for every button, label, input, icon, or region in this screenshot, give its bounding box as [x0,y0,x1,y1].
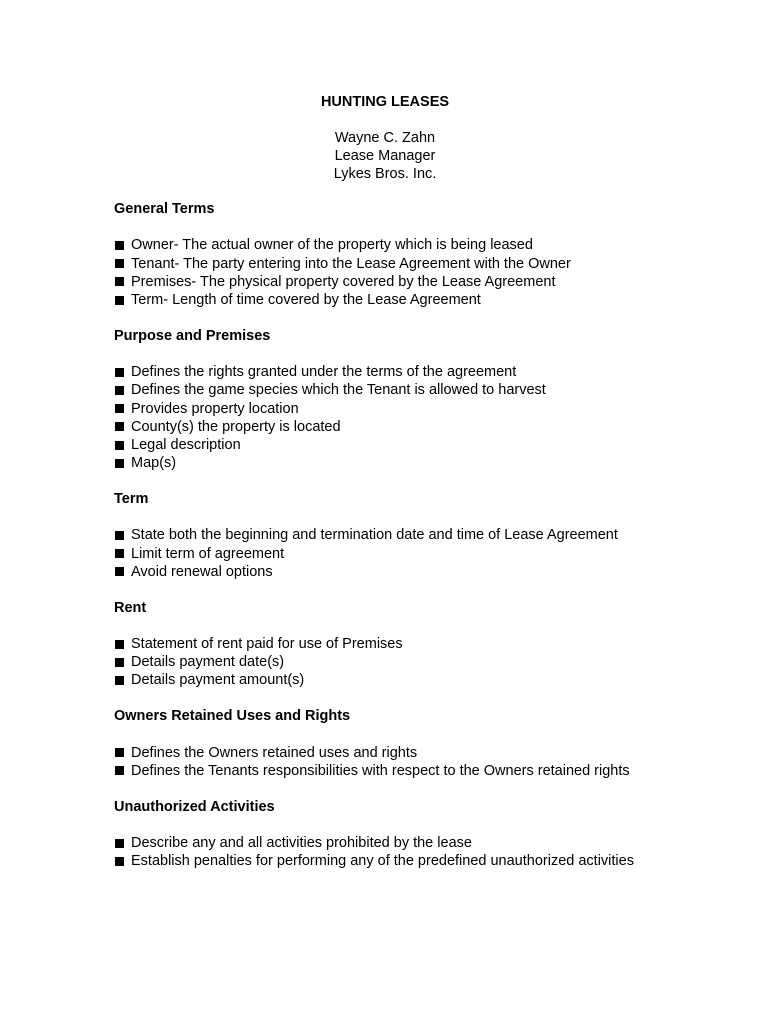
list-item [114,291,734,309]
square-bullet-icon [115,748,124,757]
square-bullet-icon [115,259,124,268]
list-item [114,653,734,671]
square-bullet-icon [115,766,124,775]
list-item-text: Statement of rent paid for use of Premises [131,635,403,652]
square-bullet-icon [115,459,124,468]
section-unauthorized-activities [114,798,734,871]
square-bullet-icon [115,368,124,377]
list-item-text: Defines the rights granted under the terms of the agreement [131,364,517,381]
author-company: Lykes Bros. Inc. [333,166,437,183]
bullet-list [114,363,734,472]
list-item [114,635,734,653]
section-heading: Term [114,491,149,507]
list-item [114,454,734,472]
list-item-text: Defines the game species which the Tenant is allowed to harvest [131,382,546,399]
list-item-text: Describe any and all activities prohibited by the lease [131,834,472,851]
square-bullet-icon [115,422,124,431]
list-item-text: Term- Length of time covered by the Lease Agreement [131,292,481,308]
section-purpose-and-premises [114,327,734,473]
list-item-text: Limit term of agreement [131,545,285,562]
list-item [114,762,734,780]
author-name: Wayne C. Zahn [334,130,436,146]
square-bullet-icon [115,277,124,286]
list-item [114,436,734,454]
square-bullet-icon [115,567,124,576]
list-item [114,744,734,762]
section-heading: General Terms [114,201,215,217]
list-item-text: State both the beginning and termination date and time of Lease Agreement [131,527,618,544]
section-heading: Unauthorized Activities [114,798,275,815]
list-item [114,671,734,689]
list-item [114,545,734,563]
author-block [0,129,770,184]
list-item-text: Defines the Tenants responsibilities with respect to the Owners retained rights [131,762,630,779]
square-bullet-icon [115,386,124,395]
square-bullet-icon [115,296,124,305]
list-item-text: Tenant- The party entering into the Lease Agreement with the Owner [131,255,571,272]
list-item [114,852,734,870]
square-bullet-icon [115,640,124,649]
section-general-terms [114,200,734,309]
document-body [114,200,734,888]
list-item [114,255,734,273]
square-bullet-icon [115,676,124,685]
square-bullet-icon [115,404,124,413]
list-item [114,526,734,544]
section-heading: Owners Retained Uses and Rights [114,708,351,725]
list-item-text: County(s) the property is located [131,418,341,435]
bullet-list [114,744,734,780]
list-item [114,236,734,254]
list-item-text: Legal description [131,437,241,453]
list-item [114,418,734,436]
square-bullet-icon [115,531,124,540]
list-item-text: Map(s) [131,455,177,472]
bullet-list [114,834,734,870]
section-heading: Rent [114,599,147,616]
square-bullet-icon [115,857,124,866]
section-owners-retained-uses [114,707,734,780]
list-item [114,363,734,381]
list-item-text: Avoid renewal options [131,563,273,580]
list-item-text: Provides property location [131,400,299,417]
square-bullet-icon [115,549,124,558]
list-item [114,563,734,581]
section-rent [114,599,734,690]
section-term [114,490,734,581]
bullet-list [114,635,734,690]
square-bullet-icon [115,441,124,450]
bullet-list [114,236,734,309]
list-item [114,400,734,418]
list-item-text: Defines the Owners retained uses and rights [131,744,418,761]
list-item-text: Establish penalties for performing any of the predefined unauthorized activities [131,853,634,870]
list-item [114,381,734,399]
document-title: HUNTING LEASES [320,94,450,110]
square-bullet-icon [115,658,124,667]
list-item-text: Owner- The actual owner of the property which is being leased [131,237,533,254]
section-heading: Purpose and Premises [114,327,271,344]
author-position: Lease Manager [334,148,436,165]
list-item [114,834,734,852]
bullet-list [114,526,734,581]
list-item-text: Details payment date(s) [131,654,285,671]
list-item [114,273,734,291]
square-bullet-icon [115,839,124,848]
list-item-text: Premises- The physical property covered by the Lease Agreement [131,273,556,290]
square-bullet-icon [115,241,124,250]
list-item-text: Details payment amount(s) [131,672,305,689]
